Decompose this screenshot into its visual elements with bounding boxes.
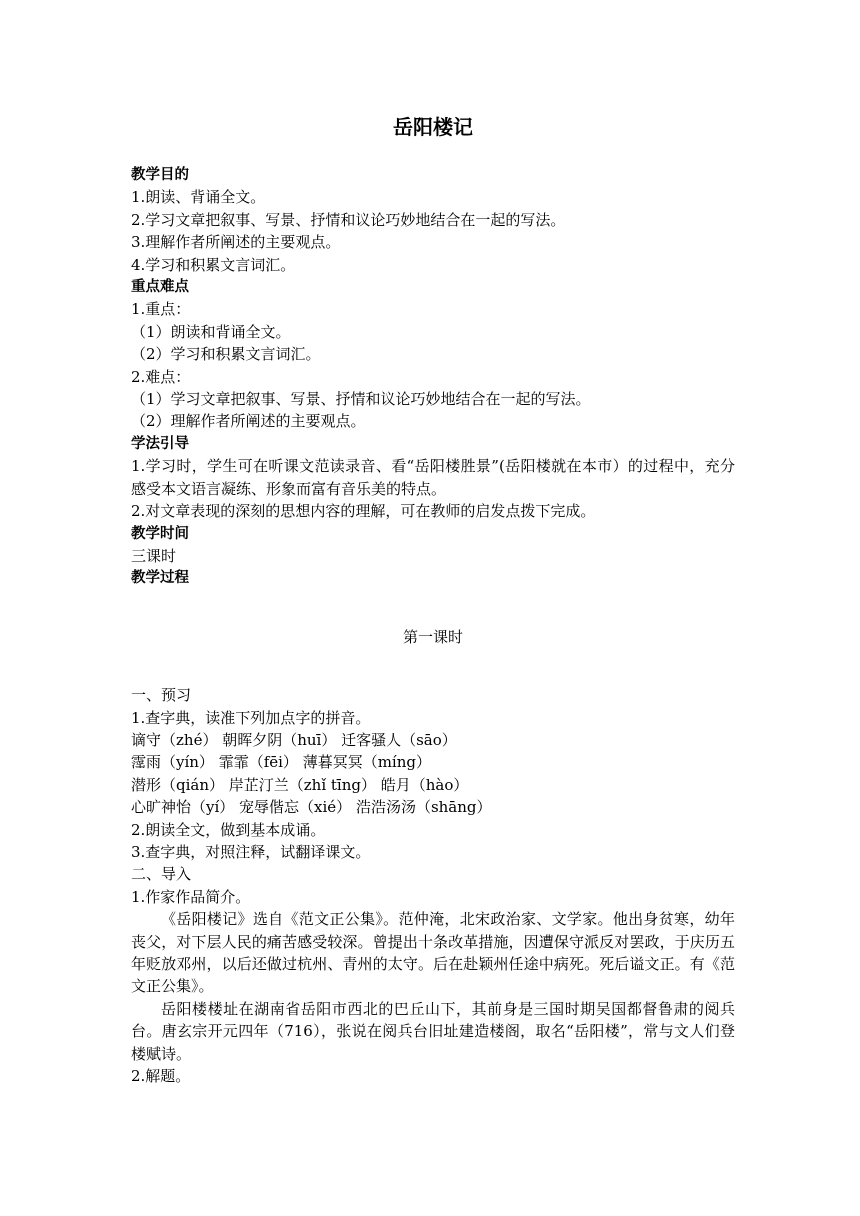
section-heading-teaching-process: 教学过程	[131, 570, 189, 587]
list-item: 3.理解作者所阐述的主要观点。	[131, 233, 341, 252]
section-heading-key-points: 重点难点	[131, 279, 189, 296]
list-item: （1）学习文章把叙事、写景、抒情和议论巧妙地结合在一起的写法。	[131, 390, 591, 409]
list-item: 1.查字典，读准下列加点字的拼音。	[131, 708, 371, 727]
list-item: 1.重点：	[131, 300, 191, 319]
document-body	[131, 112, 735, 1087]
list-item: 心旷神怡（yí） 宠辱偕忘（xié） 浩浩汤汤（shāng）	[131, 798, 492, 817]
list-item: 一、预习	[131, 686, 192, 705]
list-item: 3.查字典，对照注释，试翻译课文。	[131, 842, 371, 861]
list-item: 谪守（zhé） 朝晖夕阴（huī） 迁客骚人（sāo）	[131, 730, 457, 749]
list-item: 2.解题。	[131, 1067, 191, 1086]
list-item: （2）理解作者所阐述的主要观点。	[131, 412, 366, 431]
list-item: 潜形（qián） 岸芷汀兰（zhǐ tīng） 皓月（hào）	[131, 775, 469, 794]
list-item: 二、导入	[131, 865, 192, 884]
list-item: 2.学习文章把叙事、写景、抒情和议论巧妙地结合在一起的写法。	[131, 210, 566, 229]
list-item: 1.作家作品简介。	[131, 887, 251, 906]
teaching-time-value: 三课时	[131, 546, 177, 565]
list-item: 4.学习和积累文言词汇。	[131, 255, 296, 274]
list-item: （1）朗读和背诵全文。	[131, 322, 291, 341]
paragraph: 2.对文章表现的深刻的思想内容的理解，可在教师的启发点拨下完成。	[131, 502, 596, 521]
paragraph: 《岳阳楼记》选自《范文正公集》。范仲淹，北宋政治家、文学家。他出身贫寒，幼年丧父，对下层人民的痛苦感受较深。曾提出十条改革措施，因遭保守派反对罢政，于庆历五年贬放邓州，以后还做过杭州、青州的太守。后在赴颖州任途中病死。死后谥文正。有《范文正公集》。	[131, 910, 735, 996]
list-item: 2.难点：	[131, 367, 191, 386]
list-item: 1.朗读、背诵全文。	[131, 188, 266, 207]
section-heading-teaching-time: 教学时间	[131, 525, 189, 542]
paragraph: 1.学习时，学生可在听课文范读录音、看“岳阳楼胜景”(岳阳楼就在本市）的过程中，充分感受本文语言凝练、形象而富有音乐美的特点。	[131, 457, 735, 498]
paragraph: 岳阳楼楼址在湖南省岳阳市西北的巴丘山下，其前身是三国时期吴国都督鲁肃的阅兵台。唐玄宗开元四年（716），张说在阅兵台旧址建造楼阁，取名“岳阳楼”，常与文人们登楼赋诗。	[131, 999, 735, 1063]
section-heading-study-guide: 学法引导	[131, 435, 189, 452]
list-item: （2）学习和积累文言词汇。	[131, 345, 321, 364]
list-item: 2.朗读全文，做到基本成诵。	[131, 820, 326, 839]
section-heading-teaching-goals: 教学目的	[131, 167, 189, 183]
document-title: 岳阳楼记	[393, 115, 473, 139]
list-item: 霪雨（yín） 霏霏（fēi） 薄暮冥冥（míng）	[131, 753, 431, 772]
lesson-title: 第一课时	[402, 627, 463, 646]
